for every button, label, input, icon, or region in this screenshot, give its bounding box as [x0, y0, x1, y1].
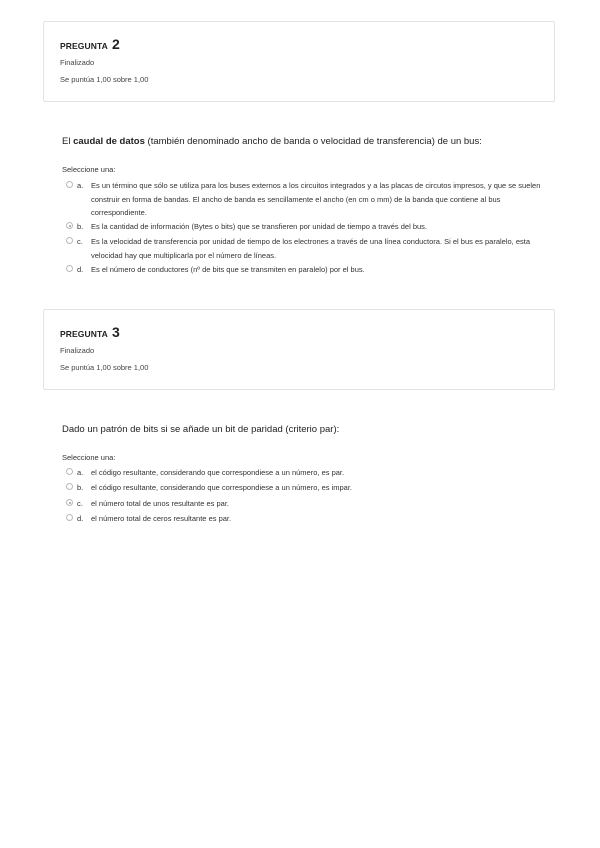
question-number: 3: [112, 324, 120, 340]
question-2-prompt: Seleccione una:: [62, 165, 116, 174]
answer-option-b[interactable]: [66, 481, 546, 495]
question-grade: Se puntúa 1,00 sobre 1,00: [60, 363, 149, 372]
radio-button[interactable]: [66, 468, 73, 475]
question-3-text: Dado un patrón de bits si se añade un bit de paridad (criterio par):: [62, 424, 340, 435]
question-number: 2: [112, 36, 120, 52]
answer-letter: c.: [77, 237, 83, 246]
answer-letter: b.: [77, 483, 84, 492]
question-state: Finalizado: [60, 346, 95, 355]
answer-option-c[interactable]: [66, 235, 546, 262]
answer-option-c[interactable]: [66, 497, 546, 511]
radio-button[interactable]: [66, 483, 73, 490]
radio-button-selected[interactable]: [66, 222, 73, 229]
answer-letter: a.: [77, 468, 84, 477]
answer-option-d[interactable]: [66, 263, 546, 277]
answer-text: Es un término que sólo se utiliza para los buses externos a los circuitos integrados y a las placas de circutos impresos, y que se suelen construir en forma de bandas. El ancho de banda es sencillamente el ancho (en cm o mm) de la banda que contiene al bus correspondiente.: [91, 181, 541, 217]
radio-button-selected[interactable]: [66, 499, 73, 506]
question-state: Finalizado: [60, 58, 95, 67]
question-2-text: [62, 136, 482, 147]
question-3-info-card: [43, 309, 555, 390]
question-text-post: (también denominado ancho de banda o velocidad de transferencia) de un bus:: [144, 136, 482, 147]
answer-option-b[interactable]: [66, 220, 546, 234]
answer-letter: a.: [77, 181, 84, 190]
radio-button[interactable]: [66, 514, 73, 521]
radio-button[interactable]: [66, 237, 73, 244]
answer-text: Es el número de conductores (nº de bits que se transmiten en paralelo) por el bus.: [91, 265, 365, 274]
question-2-info-card: [43, 21, 555, 102]
answer-text: el código resultante, considerando que correspondiese a un número, es par.: [91, 468, 345, 477]
radio-button[interactable]: [66, 265, 73, 272]
answer-letter: b.: [77, 222, 84, 231]
answer-text: Es la velocidad de transferencia por unidad de tiempo de los electrones a través de una línea conductora. Si el bus es paralelo, esta velocidad hay que multiplicarla por el número de líneas.: [91, 237, 531, 260]
question-2-title: [60, 36, 120, 52]
answer-text: Es la cantidad de información (Bytes o bits) que se transfieren por unidad de tiempo a través del bus.: [91, 222, 428, 231]
question-grade: Se puntúa 1,00 sobre 1,00: [60, 75, 149, 84]
answer-letter: d.: [77, 514, 84, 523]
answer-option-a[interactable]: [66, 466, 546, 480]
answer-text: el número total de unos resultante es par.: [91, 499, 230, 508]
question-text-pre: El: [62, 136, 74, 147]
answer-letter: d.: [77, 265, 84, 274]
question-label: PREGUNTA: [60, 41, 108, 51]
radio-button[interactable]: [66, 181, 73, 188]
question-label: PREGUNTA: [60, 329, 108, 339]
question-text-bold: caudal de datos: [73, 136, 145, 147]
answer-text: el número total de ceros resultante es par.: [91, 514, 232, 523]
question-3-title: [60, 324, 120, 340]
answer-option-d[interactable]: [66, 512, 546, 526]
answer-option-a[interactable]: [66, 179, 546, 220]
answer-letter: c.: [77, 499, 83, 508]
answer-text: el código resultante, considerando que correspondiese a un número, es impar.: [91, 483, 352, 492]
question-3-prompt: Seleccione una:: [62, 453, 116, 462]
